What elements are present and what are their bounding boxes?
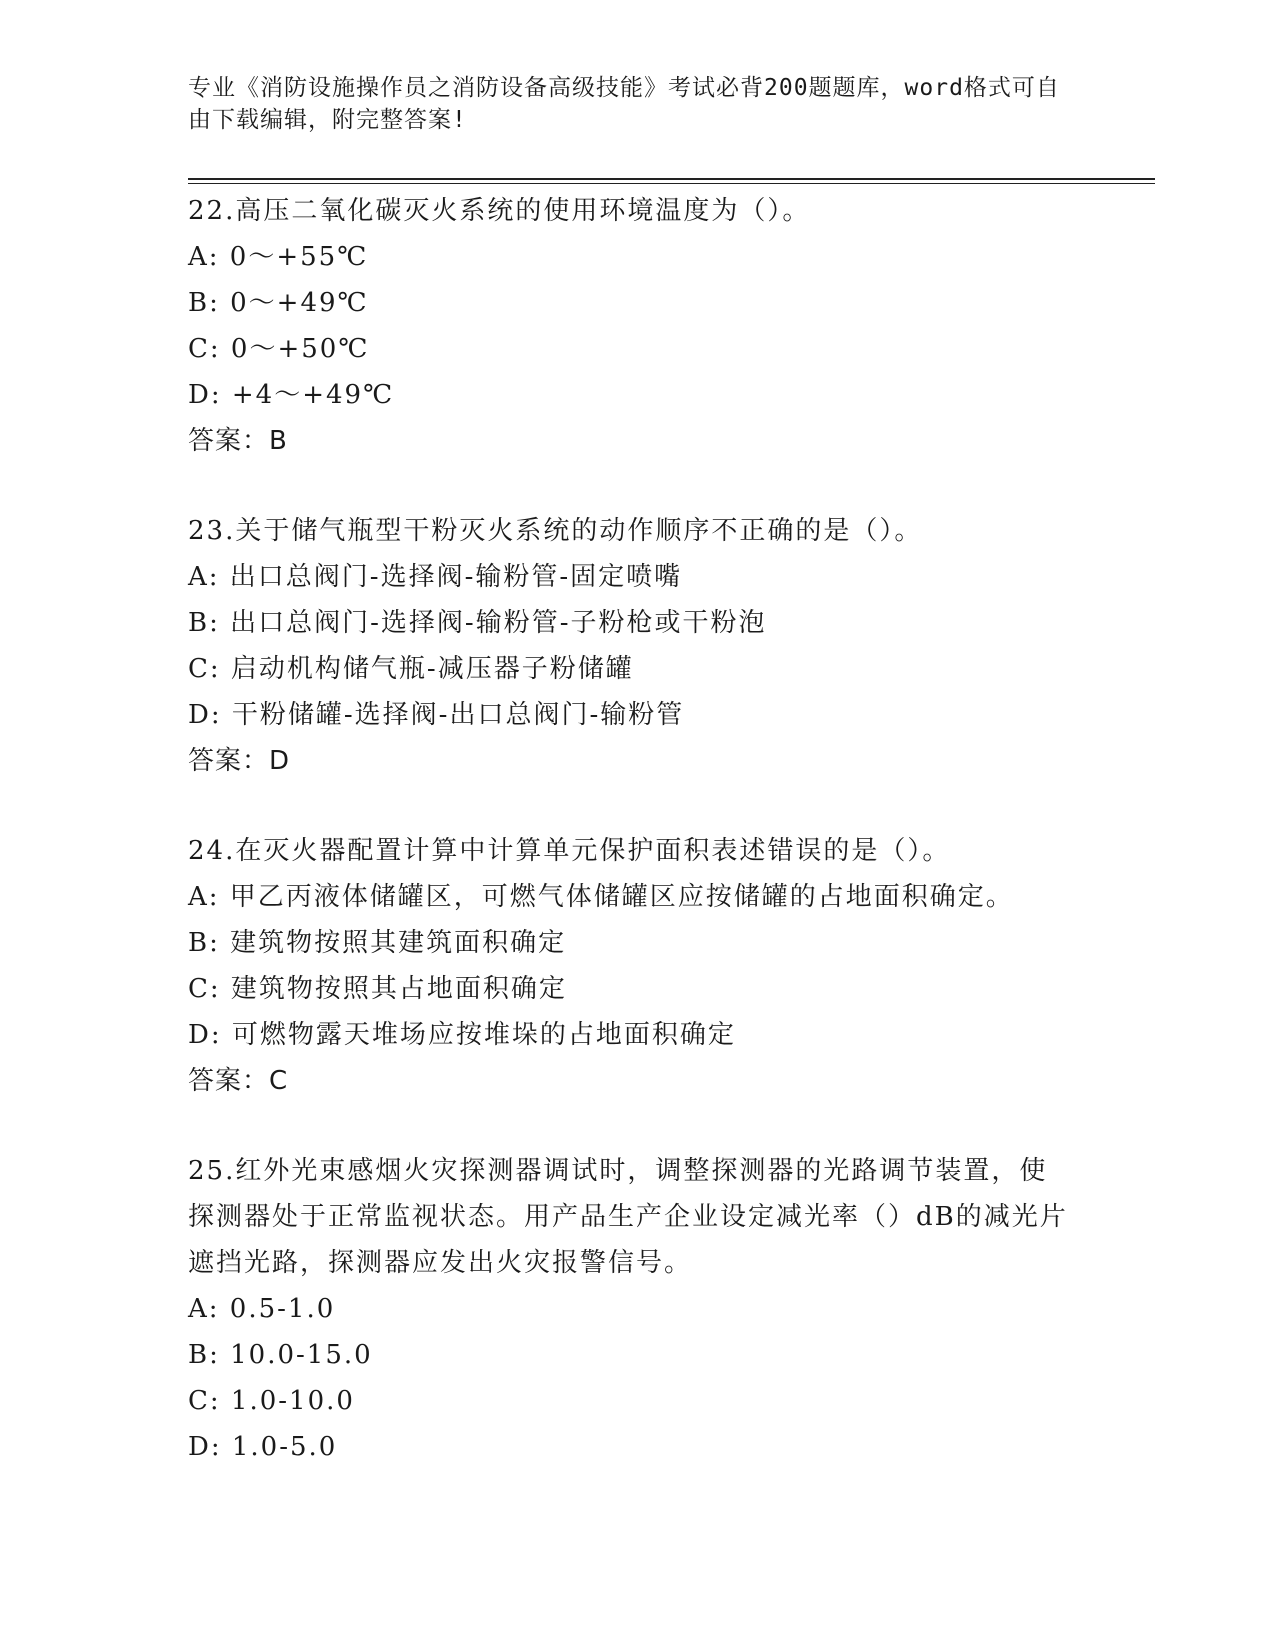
question-24: [188, 828, 1088, 1104]
header-divider: [188, 178, 1155, 184]
question-22: [188, 188, 1088, 464]
option-b: B: 0～+49℃: [188, 288, 369, 318]
question-stem: 23.关于储气瓶型干粉灭火系统的动作顺序不正确的是（）。: [188, 516, 923, 546]
option-c: C: 1.0-10.0: [188, 1386, 355, 1416]
answer-line: 答案：B: [188, 426, 288, 456]
option-d: D: +4～+49℃: [188, 380, 395, 410]
question-stem: 24.在灭火器配置计算中计算单元保护面积表述错误的是（）。: [188, 836, 951, 866]
question-23: [188, 508, 1088, 784]
option-b: B: 出口总阀门-选择阀-输粉管-子粉枪或干粉泡: [188, 608, 767, 638]
option-c: C: 建筑物按照其占地面积确定: [188, 974, 567, 1004]
option-c: C: 0～+50℃: [188, 334, 370, 364]
answer-line: 答案：C: [188, 1066, 289, 1096]
question-stem: 25.红外光束感烟火灾探测器调试时，调整探测器的光路调节装置，使探测器处于正常监视状态。用产品生产企业设定减光率（）dB的减光片遮挡光路，探测器应发出火灾报警信号。: [188, 1156, 1068, 1278]
option-b: B: 10.0-15.0: [188, 1340, 373, 1370]
option-d: D: 可燃物露天堆场应按堆垛的占地面积确定: [188, 1020, 736, 1050]
option-a: A: 0.5-1.0: [188, 1294, 336, 1324]
question-stem: 22.高压二氧化碳灭火系统的使用环境温度为（）。: [188, 196, 811, 226]
question-25: [188, 1148, 1088, 1470]
option-d: D: 1.0-5.0: [188, 1432, 338, 1462]
option-b: B: 建筑物按照其建筑面积确定: [188, 928, 567, 958]
document-header: 专业《消防设施操作员之消防设备高级技能》考试必背200题题库，word格式可自由下载编辑，附完整答案!: [188, 75, 1060, 133]
option-a: A: 出口总阀门-选择阀-输粉管-固定喷嘴: [188, 562, 683, 592]
question-list: [188, 188, 1088, 1514]
option-c: C: 启动机构储气瓶-减压器子粉储罐: [188, 654, 634, 684]
answer-line: 答案：D: [188, 746, 291, 776]
option-a: A: 0～+55℃: [188, 242, 369, 272]
option-a: A: 甲乙丙液体储罐区，可燃气体储罐区应按储罐的占地面积确定。: [188, 882, 1014, 912]
option-d: D: 干粉储罐-选择阀-出口总阀门-输粉管: [188, 700, 685, 730]
